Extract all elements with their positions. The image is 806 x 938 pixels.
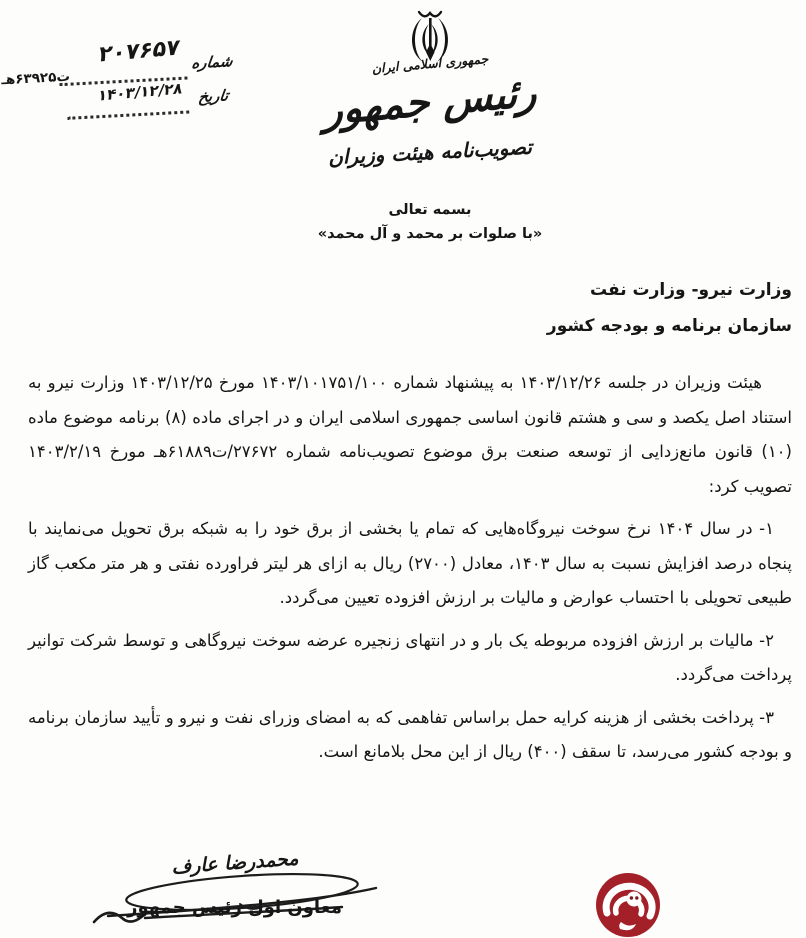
letterhead-doc-type: تصویب‌نامه هیئت وزیران [327, 134, 533, 170]
signer-name: محمدرضا عارف [170, 847, 300, 879]
recipients-block [120, 272, 792, 344]
letterhead-country: جمهوری اسلامی ایران [371, 50, 489, 77]
date-handwritten-value: ۱۴۰۳/۱۲/۲۸ [96, 79, 184, 105]
recipient-line: سازمان برنامه و بودجه کشور [546, 316, 792, 336]
signer-title: معاون اول رئیس جمهور [127, 897, 342, 918]
besmele-line: بسمه تعالی [388, 202, 472, 218]
preamble-paragraph: هیئت وزیران در جلسه ۱۴۰۳/۱۲/۲۶ به پیشنهاد شماره ۱۴۰۳/۱۰۱۷۵۱/۱۰۰ مورخ ۱۴۰۳/۱۲/۲۵ وزارت نیرو به استناد اصل یکصد و سی و هشتم قانون اساسی جمهوری اسلامی ایران و در اجرای ماده (۸) برنامه موضوع ماده (۱۰) قانون مانع‌زدایی از توسعه صنعت برق موضوع تصویب‌نامه شماره ۲۷۶۷۲/ت۶۱۸۸۹هـ مورخ ۱۴۰۳/۲/۱۹ تصویب کرد: [28, 373, 792, 496]
letterhead-office-title: رئیس جمهور [323, 69, 537, 135]
clause-2-paragraph: ۲- مالیات بر ارزش افزوده مربوطه یک بار و در انتهای زنجیره عرضه سوخت نیروگاهی و توسط شرکت توانیر پرداخت می‌گردد. [28, 630, 792, 684]
registry-stamp [0, 35, 242, 142]
recipient-line: وزارت نیرو- وزارت نفت [590, 280, 792, 300]
number-printed-suffix: ت۶۳۹۲۵هـ [0, 68, 71, 89]
number-handwritten-value: ۲۰۷۶۵۷ [97, 35, 182, 68]
salawat-line: «با صلوات بر محمد و آل محمد» [317, 226, 543, 242]
clause-3-paragraph: ۳- پرداخت بخشی از هزینه کرایه حمل براساس تفاهمی که به امضای وزرای نفت و نیرو و تأیید سازمان برنامه و بودجه کشور می‌رسد، تا سقف (۴۰۰) ریال از این محل بلامانع است. [28, 707, 792, 761]
date-label: تاریخ [197, 86, 230, 107]
date-dotted-line [67, 108, 189, 119]
letter-body [28, 366, 792, 778]
number-label: شماره [190, 52, 234, 73]
clause-1-paragraph: ۱- در سال ۱۴۰۴ نرخ سوخت نیروگاه‌هایی که تمام یا بخشی از برق خود را به شبکه برق تحویل می‌نمایند با پنجاه درصد افزایش نسبت به سال ۱۴۰۳، معادل (۲۷۰۰) ریال به ازای هر لیتر فراورده نفتی و هر متر مکعب گاز طبیعی تحویلی با احتساب عوارض و مالیات بر ارزش افزوده تعیین می‌گردد. [28, 519, 792, 607]
news-agency-logo-icon [594, 872, 662, 938]
